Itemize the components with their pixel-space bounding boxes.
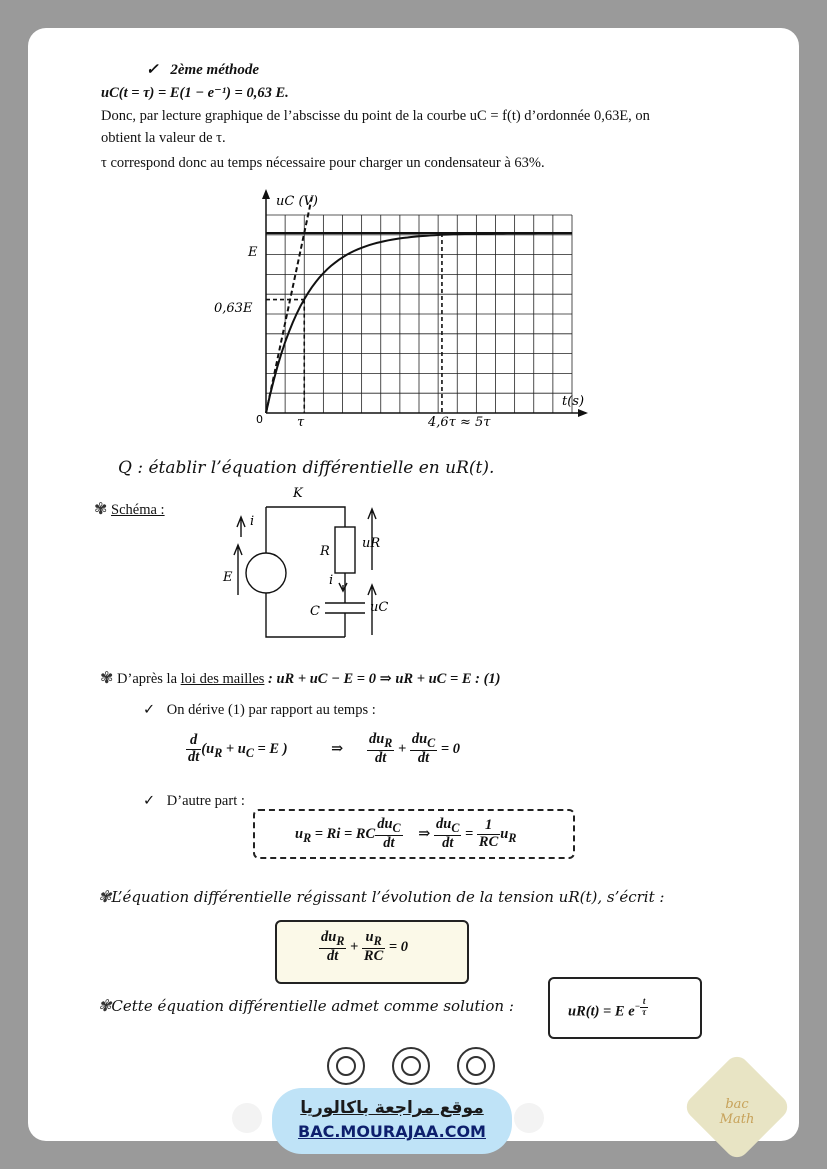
solution-box: uR(t) = E $e^{- \frac{t}{\tau}}$ (548, 977, 702, 1039)
uR-label: uR (362, 536, 381, 551)
i-top-label: i (250, 514, 255, 529)
i-arrow-top (237, 517, 245, 537)
ornament-icon (393, 1048, 429, 1084)
y-axis-arrow (262, 189, 270, 199)
K-label: K (293, 486, 303, 501)
schema-label (94, 499, 165, 519)
y-axis-label: uC (V) (276, 194, 318, 209)
paragraph-2: τ correspond donc au temps nécessaire pour charger un condensateur à 63%. (101, 155, 545, 171)
exp-num: t (640, 997, 648, 1008)
derivative-equation: $\frac{d}{dt}$ ($u_R + u_C = E$ ) ⇒ $\frac{du_R}{dt}$ + $\frac{du_C}{dt}$ = 0 (188, 731, 460, 767)
schema-label-text: Schéma : (111, 502, 165, 518)
mailles-line (100, 668, 501, 688)
charge-curve-chart (200, 185, 600, 435)
exp-den: τ (642, 1006, 647, 1017)
solution-intro (98, 996, 514, 1015)
uC-label: uC (370, 600, 389, 615)
flower-icon: ✾ (98, 996, 112, 1015)
footer-left-logo-icon (232, 1103, 262, 1133)
diff-eq-intro (98, 887, 664, 906)
differential-equation-box: $\frac{du_R}{dt}$ + $\frac{u_R}{RC}$ = 0 (275, 920, 469, 984)
E-arrow (234, 545, 242, 595)
circuit-diagram (210, 485, 410, 650)
question: Q : établir l’équation différentielle en uR(t). (118, 458, 495, 478)
check-mark: ✓ (146, 62, 159, 78)
generator (246, 553, 286, 593)
ornament-icon (328, 1048, 364, 1084)
wire-top (266, 507, 345, 527)
mailles-law: loi des mailles (180, 671, 265, 687)
flower-icon: ✾ (94, 501, 108, 518)
x-axis-label: t(s) (562, 394, 585, 409)
xtick-5tau: 4,6τ ≈ 5τ (428, 415, 491, 430)
main-equation: uC(t = τ) = E(1 − e⁻¹) = 0,63 E. (101, 85, 289, 101)
mailles-prefix: D’après la (117, 671, 178, 687)
E-label: E (223, 570, 233, 585)
paragraph-1-line-1: Donc, par lecture graphique de l’abscisse du point de la courbe uC = f(t) d’ordonnée 0,63E, on (101, 108, 650, 124)
footer-arabic-text: موقع مراجعة باكالوريا (300, 1098, 484, 1118)
ohm-law-box: $u_R = Ri$ = RC $\frac{du_C}{dt}$ ⇒ $\frac{du_C}{dt}$ = $\frac{1}{RC}$ $u_R$ (253, 809, 575, 859)
resistor (335, 527, 355, 573)
method-heading (146, 60, 259, 79)
diff-eq-intro-text: L’équation différentielle régissant l’évolution de la tension uR(t), s’écrit : (111, 888, 665, 906)
method-title: 2ème méthode (170, 62, 260, 78)
capacitor-plates (325, 603, 365, 613)
autre-text: D’autre part : (166, 793, 245, 809)
ornament-icon (458, 1048, 494, 1084)
autre-line (143, 793, 245, 810)
derive-line (143, 702, 376, 719)
check-mark: ✓ (143, 702, 156, 718)
paragraph-1-line-2: obtient la valeur de τ. (101, 130, 226, 146)
ytick-063E: 0,63E (214, 301, 253, 316)
x-axis-arrow (578, 409, 588, 417)
xtick-tau: τ (297, 415, 305, 430)
i-arrow-mid (339, 583, 347, 591)
ornament-row (322, 1045, 502, 1087)
flower-icon: ✾ (98, 887, 112, 906)
xtick-0: 0 (256, 413, 263, 426)
solution-text: uR(t) = E e (568, 1003, 635, 1020)
mailles-equation: : uR + uC − E = 0 ⇒ uR + uC = E : (1) (268, 671, 501, 687)
check-mark: ✓ (143, 793, 156, 809)
derive-text: On dérive (1) par rapport au temps : (166, 702, 376, 718)
C-label: C (310, 604, 320, 619)
footer-right-logo-icon (514, 1103, 544, 1133)
chart-grid (266, 215, 572, 413)
footer-url-link[interactable]: BAC.MOURAJAA.COM (298, 1122, 486, 1141)
bacmath-logo-text: bac Math (719, 1097, 755, 1127)
footer-banner[interactable] (272, 1088, 512, 1154)
flower-icon: ✾ (100, 670, 114, 687)
solution-intro-text: Cette équation différentielle admet comme solution : (111, 997, 514, 1015)
i-mid-label: i (329, 573, 334, 588)
R-label: R (320, 544, 330, 559)
ytick-E: E (248, 245, 258, 260)
